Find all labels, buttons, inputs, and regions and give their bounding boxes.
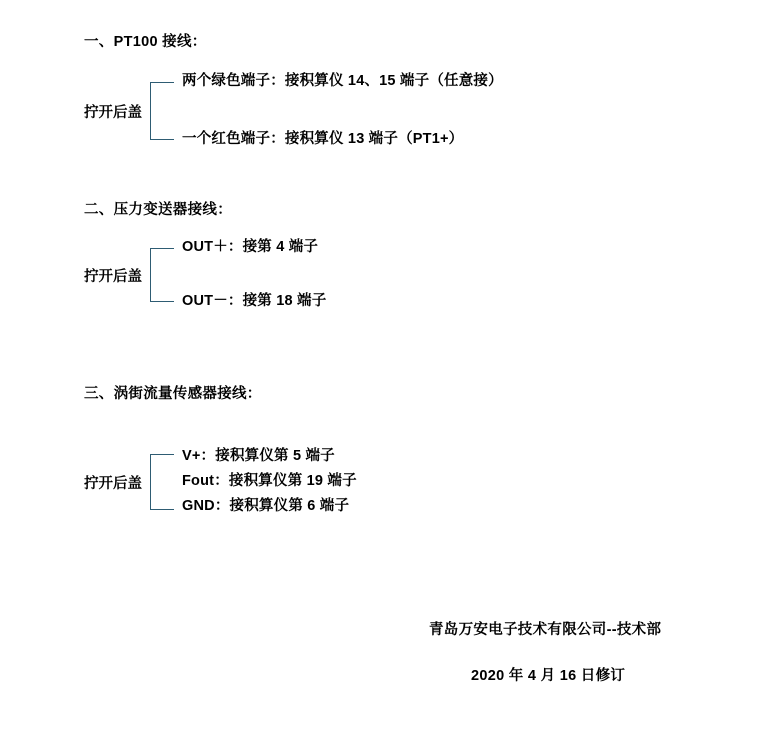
wiring-item: OUT－：接第 18 端子	[182, 293, 327, 310]
wiring-group-vortex-flow-sensor	[84, 446, 357, 518]
wiring-item: 两个绿色端子：接积算仪 14、15 端子（任意接）	[182, 73, 503, 89]
brace-bracket-pressure-transmitter	[150, 240, 174, 310]
group-label-pt100: 拧开后盖	[84, 104, 142, 121]
wiring-item: V+：接积算仪第 5 端子	[182, 448, 335, 465]
brace-bracket-pt100	[150, 74, 174, 148]
footer-date: 2020 年 4 月 16 日修订	[471, 668, 626, 684]
brace-top-line	[150, 248, 174, 249]
group-label-pressure-transmitter: 拧开后盖	[84, 268, 142, 285]
wiring-item: 一个红色端子：接积算仪 13 端子（PT1+）	[182, 131, 464, 148]
brace-bottom-line	[150, 139, 174, 140]
wiring-item: GND：接积算仪第 6 端子	[182, 497, 350, 514]
wiring-items-pt100	[174, 74, 503, 148]
wiring-group-pressure-transmitter	[84, 240, 326, 310]
brace-bottom-line	[150, 301, 174, 302]
brace-top-line	[150, 82, 174, 83]
group-label-vortex-flow-sensor: 拧开后盖	[84, 475, 142, 492]
section-heading-pt100: 一、PT100 接线：	[84, 34, 207, 50]
wiring-item: OUT＋：接第 4 端子	[182, 239, 319, 255]
brace-vertical-line	[150, 82, 151, 140]
brace-top-line	[150, 454, 174, 455]
footer-company: 青岛万安电子技术有限公司--技术部	[429, 622, 662, 638]
wiring-item: Fout：接积算仪第 19 端子	[182, 473, 357, 490]
wiring-items-pressure-transmitter	[174, 240, 326, 310]
brace-vertical-line	[150, 454, 151, 510]
section-heading-pressure-transmitter: 二、压力变送器接线：	[84, 202, 232, 218]
brace-bottom-line	[150, 509, 174, 510]
brace-vertical-line	[150, 248, 151, 302]
section-heading-vortex-flow-sensor: 三、涡街流量传感器接线：	[84, 386, 262, 402]
wiring-group-pt100	[84, 74, 503, 148]
wiring-items-vortex-flow-sensor	[174, 446, 357, 518]
brace-bracket-vortex-flow-sensor	[150, 446, 174, 518]
